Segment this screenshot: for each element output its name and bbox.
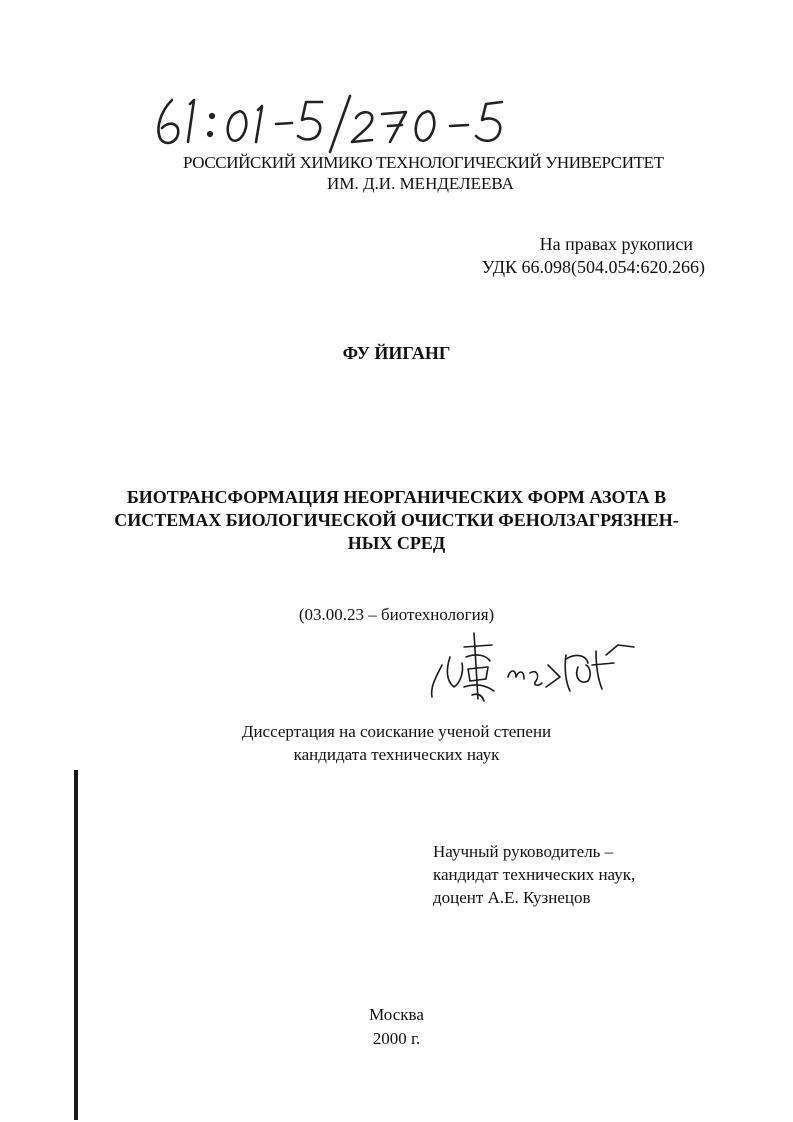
thesis-title-line2: СИСТЕМАХ БИОЛОГИЧЕСКОЙ ОЧИСТКИ ФЕНОЛЗАГРЯЗНЕН- bbox=[114, 510, 679, 530]
author-name: ФУ ЙИГАНГ bbox=[342, 343, 451, 363]
supervisor-name: доцент А.Е. Кузнецов bbox=[433, 888, 591, 907]
thesis-title-line1: БИОТРАНСФОРМАЦИЯ НЕОРГАНИЧЕСКИХ ФОРМ АЗОТА В bbox=[126, 487, 667, 507]
thesis-title-line3: НЫХ СРЕД bbox=[347, 533, 446, 553]
city: Москва bbox=[369, 1005, 424, 1024]
udk-code: УДК 66.098(504.054:620.266) bbox=[481, 257, 705, 277]
year: 2000 г. bbox=[372, 1029, 421, 1048]
dissertation-degree: кандидата технических наук bbox=[293, 745, 500, 764]
university-name-line2: ИМ. Д.И. МЕНДЕЛЕЕВА bbox=[327, 174, 514, 193]
scan-edge-line bbox=[74, 770, 78, 1120]
author-signature bbox=[420, 625, 640, 705]
supervisor-degree: кандидат технических наук, bbox=[433, 865, 636, 884]
specialty-code: (03.00.23 – биотехнология) bbox=[298, 605, 495, 624]
rights-notice: На правах рукописи bbox=[539, 234, 693, 254]
handwritten-archive-code bbox=[150, 90, 530, 160]
dissertation-statement: Диссертация на соискание ученой степени bbox=[241, 722, 552, 741]
university-name: РОССИЙСКИЙ ХИМИКО ТЕХНОЛОГИЧЕСКИЙ УНИВЕРСИТЕТ bbox=[183, 153, 664, 172]
supervisor-role: Научный руководитель – bbox=[433, 842, 614, 861]
